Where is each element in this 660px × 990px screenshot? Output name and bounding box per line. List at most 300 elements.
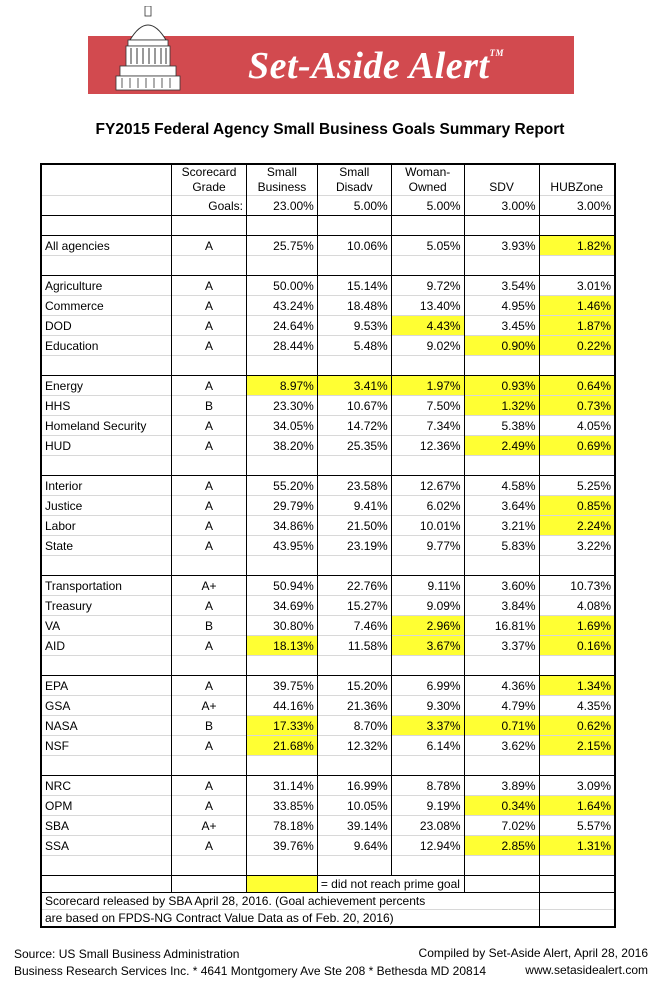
empty-cell (246, 556, 317, 576)
agency-name: Commerce (41, 296, 172, 316)
goal-value: 23.00% (246, 196, 317, 216)
scorecard-grade: A (172, 296, 247, 316)
header-cell (539, 164, 615, 180)
percent-cell-missed-goal: 1.87% (539, 316, 615, 336)
percent-cell-missed-goal: 1.97% (391, 376, 464, 396)
percent-cell: 3.22% (539, 536, 615, 556)
empty-cell (41, 356, 172, 376)
agency-row (41, 476, 615, 496)
header-cell: Disadv (317, 180, 391, 196)
note-row (41, 893, 615, 910)
empty-cell (41, 876, 172, 893)
agency-row (41, 516, 615, 536)
agency-name: Justice (41, 496, 172, 516)
agency-row (41, 236, 615, 256)
scorecard-grade: A (172, 776, 247, 796)
legend-swatch (246, 876, 317, 893)
percent-cell: 39.14% (317, 816, 391, 836)
percent-cell-missed-goal: 1.82% (539, 236, 615, 256)
percent-cell: 9.30% (391, 696, 464, 716)
spacer-row (41, 656, 615, 676)
percent-cell: 5.48% (317, 336, 391, 356)
percent-cell: 10.73% (539, 576, 615, 596)
scorecard-grade: B (172, 716, 247, 736)
empty-cell (464, 556, 539, 576)
percent-cell: 44.16% (246, 696, 317, 716)
percent-cell: 7.34% (391, 416, 464, 436)
percent-cell: 4.08% (539, 596, 615, 616)
empty-cell (317, 656, 391, 676)
empty-cell (172, 656, 247, 676)
header-cell: Grade (172, 180, 247, 196)
empty-cell (391, 856, 464, 876)
scorecard-grade: A+ (172, 816, 247, 836)
agency-name: HUD (41, 436, 172, 456)
percent-cell-missed-goal: 1.31% (539, 836, 615, 856)
agency-row (41, 596, 615, 616)
percent-cell: 3.84% (464, 596, 539, 616)
goals-summary-table (40, 163, 616, 928)
percent-cell: 5.57% (539, 816, 615, 836)
header-cell: Owned (391, 180, 464, 196)
agency-name: HHS (41, 396, 172, 416)
goals-label: Goals: (172, 196, 247, 216)
percent-cell-missed-goal: 2.49% (464, 436, 539, 456)
percent-cell: 22.76% (317, 576, 391, 596)
scorecard-grade: A (172, 636, 247, 656)
scorecard-grade: A+ (172, 696, 247, 716)
empty-cell (41, 756, 172, 776)
percent-cell: 5.05% (391, 236, 464, 256)
empty-cell (317, 216, 391, 236)
scorecard-note-line-2: are based on FPDS-NG Contract Value Data as of Feb. 20, 2016) (41, 910, 539, 928)
scorecard-grade: A (172, 316, 247, 336)
percent-cell: 6.14% (391, 736, 464, 756)
empty-cell (391, 556, 464, 576)
percent-cell: 3.09% (539, 776, 615, 796)
header-row-2 (41, 180, 615, 196)
percent-cell: 34.69% (246, 596, 317, 616)
agency-name: EPA (41, 676, 172, 696)
percent-cell-missed-goal: 1.69% (539, 616, 615, 636)
empty-cell (317, 856, 391, 876)
scorecard-grade: A (172, 736, 247, 756)
percent-cell: 9.64% (317, 836, 391, 856)
percent-cell: 13.40% (391, 296, 464, 316)
empty-cell (317, 256, 391, 276)
percent-cell: 6.02% (391, 496, 464, 516)
empty-cell (391, 756, 464, 776)
percent-cell-missed-goal: 8.97% (246, 376, 317, 396)
percent-cell: 39.75% (246, 676, 317, 696)
percent-cell: 25.75% (246, 236, 317, 256)
percent-cell: 10.06% (317, 236, 391, 256)
percent-cell-missed-goal: 0.16% (539, 636, 615, 656)
scorecard-grade: A+ (172, 576, 247, 596)
empty-cell (317, 356, 391, 376)
percent-cell: 29.79% (246, 496, 317, 516)
empty-cell (41, 856, 172, 876)
agency-name: VA (41, 616, 172, 636)
percent-cell: 8.70% (317, 716, 391, 736)
percent-cell-missed-goal: 0.85% (539, 496, 615, 516)
empty-cell (41, 556, 172, 576)
header-cell: SDV (464, 180, 539, 196)
percent-cell-missed-goal: 0.22% (539, 336, 615, 356)
percent-cell: 9.19% (391, 796, 464, 816)
percent-cell: 16.99% (317, 776, 391, 796)
agency-name: SBA (41, 816, 172, 836)
empty-cell (246, 216, 317, 236)
percent-cell: 3.60% (464, 576, 539, 596)
scorecard-note-line-1: Scorecard released by SBA April 28, 2016. (Goal achievement percents (41, 893, 539, 910)
percent-cell: 34.86% (246, 516, 317, 536)
empty-cell (391, 456, 464, 476)
agency-row (41, 536, 615, 556)
empty-cell (464, 256, 539, 276)
empty-cell (464, 656, 539, 676)
percent-cell: 24.64% (246, 316, 317, 336)
percent-cell: 10.67% (317, 396, 391, 416)
scorecard-grade: A (172, 416, 247, 436)
spacer-row (41, 256, 615, 276)
percent-cell-missed-goal: 2.85% (464, 836, 539, 856)
scorecard-grade: A (172, 536, 247, 556)
empty-cell (41, 256, 172, 276)
empty-cell (172, 356, 247, 376)
percent-cell-missed-goal: 0.64% (539, 376, 615, 396)
goal-value: 3.00% (539, 196, 615, 216)
percent-cell-missed-goal: 1.46% (539, 296, 615, 316)
scorecard-grade: A (172, 436, 247, 456)
scorecard-grade: A (172, 476, 247, 496)
goal-value: 3.00% (464, 196, 539, 216)
empty-cell (317, 456, 391, 476)
empty-cell (41, 216, 172, 236)
empty-cell (246, 356, 317, 376)
percent-cell: 9.11% (391, 576, 464, 596)
percent-cell: 15.20% (317, 676, 391, 696)
percent-cell: 21.36% (317, 696, 391, 716)
percent-cell: 4.95% (464, 296, 539, 316)
empty-cell (246, 756, 317, 776)
agency-row (41, 676, 615, 696)
percent-cell-missed-goal: 0.69% (539, 436, 615, 456)
percent-cell: 30.80% (246, 616, 317, 636)
empty-cell (172, 556, 247, 576)
empty-cell (464, 356, 539, 376)
agency-name: AID (41, 636, 172, 656)
percent-cell: 23.30% (246, 396, 317, 416)
empty-cell (172, 756, 247, 776)
agency-name: GSA (41, 696, 172, 716)
percent-cell-missed-goal: 0.73% (539, 396, 615, 416)
empty-cell (317, 756, 391, 776)
percent-cell: 55.20% (246, 476, 317, 496)
agency-row (41, 336, 615, 356)
percent-cell: 9.72% (391, 276, 464, 296)
percent-cell-missed-goal: 3.67% (391, 636, 464, 656)
empty-cell (172, 216, 247, 236)
agency-name: NASA (41, 716, 172, 736)
percent-cell: 4.58% (464, 476, 539, 496)
agency-row (41, 776, 615, 796)
footer-url: www.setasidealert.com (525, 963, 648, 977)
scorecard-grade: A (172, 836, 247, 856)
empty-cell (246, 856, 317, 876)
table-body (41, 164, 615, 927)
goals-spacer (41, 196, 172, 216)
scorecard-grade: B (172, 616, 247, 636)
agency-row (41, 696, 615, 716)
empty-cell (246, 656, 317, 676)
header-cell: Small (246, 164, 317, 180)
empty-cell (464, 756, 539, 776)
percent-cell-missed-goal: 2.96% (391, 616, 464, 636)
percent-cell-missed-goal: 0.34% (464, 796, 539, 816)
spacer-row (41, 456, 615, 476)
header-cell (41, 180, 172, 196)
percent-cell: 10.05% (317, 796, 391, 816)
percent-cell: 10.01% (391, 516, 464, 536)
agency-row (41, 616, 615, 636)
agency-name: NSF (41, 736, 172, 756)
empty-cell (464, 856, 539, 876)
empty-cell (172, 856, 247, 876)
percent-cell: 3.21% (464, 516, 539, 536)
footer-source: Source: US Small Business Administration (14, 947, 240, 961)
empty-cell (246, 256, 317, 276)
legend-row (41, 876, 615, 893)
empty-cell (41, 656, 172, 676)
percent-cell-missed-goal: 18.13% (246, 636, 317, 656)
scorecard-grade: A (172, 496, 247, 516)
percent-cell: 9.53% (317, 316, 391, 336)
percent-cell: 3.37% (464, 636, 539, 656)
percent-cell-missed-goal: 2.15% (539, 736, 615, 756)
header-cell: HUBZone (539, 180, 615, 196)
agency-row (41, 836, 615, 856)
percent-cell-missed-goal: 1.64% (539, 796, 615, 816)
percent-cell: 34.05% (246, 416, 317, 436)
percent-cell: 3.45% (464, 316, 539, 336)
percent-cell-missed-goal: 17.33% (246, 716, 317, 736)
percent-cell: 31.14% (246, 776, 317, 796)
empty-cell (539, 856, 615, 876)
header-cell: Scorecard (172, 164, 247, 180)
agency-name: Labor (41, 516, 172, 536)
empty-cell (391, 356, 464, 376)
report-title: FY2015 Federal Agency Small Business Goals Summary Report (95, 121, 565, 138)
empty-cell (539, 356, 615, 376)
agency-row (41, 496, 615, 516)
scorecard-grade: A (172, 676, 247, 696)
empty-cell (391, 256, 464, 276)
percent-cell: 12.36% (391, 436, 464, 456)
empty-cell (464, 876, 539, 893)
percent-cell: 28.44% (246, 336, 317, 356)
scorecard-grade: A (172, 376, 247, 396)
percent-cell-missed-goal: 0.93% (464, 376, 539, 396)
scorecard-grade: B (172, 396, 247, 416)
percent-cell-missed-goal: 2.24% (539, 516, 615, 536)
empty-cell (464, 216, 539, 236)
percent-cell: 50.00% (246, 276, 317, 296)
empty-cell (41, 456, 172, 476)
percent-cell: 4.05% (539, 416, 615, 436)
percent-cell: 11.58% (317, 636, 391, 656)
percent-cell-missed-goal: 21.68% (246, 736, 317, 756)
empty-cell (539, 876, 615, 893)
empty-cell (317, 556, 391, 576)
percent-cell: 7.50% (391, 396, 464, 416)
legend-text: = did not reach prime goal (317, 876, 464, 893)
agency-name: Agriculture (41, 276, 172, 296)
empty-cell (391, 216, 464, 236)
header-cell (464, 164, 539, 180)
empty-cell (539, 256, 615, 276)
percent-cell: 8.78% (391, 776, 464, 796)
percent-cell: 15.14% (317, 276, 391, 296)
empty-cell (539, 656, 615, 676)
percent-cell: 3.01% (539, 276, 615, 296)
percent-cell-missed-goal: 3.37% (391, 716, 464, 736)
spacer-row (41, 556, 615, 576)
empty-cell (539, 893, 615, 910)
empty-cell (172, 876, 247, 893)
percent-cell: 3.64% (464, 496, 539, 516)
percent-cell: 15.27% (317, 596, 391, 616)
percent-cell: 7.46% (317, 616, 391, 636)
empty-cell (172, 256, 247, 276)
agency-name: Interior (41, 476, 172, 496)
header-row-1 (41, 164, 615, 180)
footer-compiled: Compiled by Set-Aside Alert, April 28, 2016 (418, 946, 648, 960)
percent-cell: 5.38% (464, 416, 539, 436)
scorecard-grade: A (172, 276, 247, 296)
agency-row (41, 636, 615, 656)
percent-cell: 43.95% (246, 536, 317, 556)
agency-row (41, 276, 615, 296)
percent-cell: 78.18% (246, 816, 317, 836)
percent-cell: 18.48% (317, 296, 391, 316)
percent-cell: 5.25% (539, 476, 615, 496)
agency-name: NRC (41, 776, 172, 796)
empty-cell (172, 456, 247, 476)
scorecard-grade: A (172, 336, 247, 356)
agency-row (41, 436, 615, 456)
goal-value: 5.00% (317, 196, 391, 216)
scorecard-grade: A (172, 516, 247, 536)
percent-cell: 12.94% (391, 836, 464, 856)
agency-row (41, 816, 615, 836)
percent-cell-missed-goal: 1.34% (539, 676, 615, 696)
percent-cell-missed-goal: 0.90% (464, 336, 539, 356)
percent-cell: 4.36% (464, 676, 539, 696)
percent-cell: 33.85% (246, 796, 317, 816)
scorecard-grade: A (172, 596, 247, 616)
agency-name: Homeland Security (41, 416, 172, 436)
agency-row (41, 376, 615, 396)
agency-row (41, 716, 615, 736)
agency-row (41, 296, 615, 316)
empty-cell (539, 216, 615, 236)
percent-cell-missed-goal: 0.71% (464, 716, 539, 736)
percent-cell: 4.79% (464, 696, 539, 716)
percent-cell: 3.93% (464, 236, 539, 256)
agency-row (41, 416, 615, 436)
agency-row (41, 396, 615, 416)
goal-value: 5.00% (391, 196, 464, 216)
capitol-dome-logo (108, 6, 188, 98)
empty-cell (246, 456, 317, 476)
percent-cell: 3.62% (464, 736, 539, 756)
percent-cell: 3.54% (464, 276, 539, 296)
agency-row (41, 576, 615, 596)
percent-cell: 43.24% (246, 296, 317, 316)
footer-address: Business Research Services Inc. * 4641 Montgomery Ave Ste 208 * Bethesda MD 20814 (14, 964, 487, 978)
empty-cell (539, 910, 615, 928)
agency-name: State (41, 536, 172, 556)
percent-cell: 5.83% (464, 536, 539, 556)
scorecard-grade: A (172, 236, 247, 256)
trademark-mark: TM (489, 48, 504, 58)
agency-name: Treasury (41, 596, 172, 616)
percent-cell-missed-goal: 0.62% (539, 716, 615, 736)
banner-title: Set-Aside Alert™ (248, 45, 504, 87)
note-row (41, 910, 615, 928)
header-cell (41, 164, 172, 180)
percent-cell: 9.02% (391, 336, 464, 356)
header-cell: Woman- (391, 164, 464, 180)
empty-cell (539, 756, 615, 776)
percent-cell: 23.08% (391, 816, 464, 836)
spacer-row (41, 356, 615, 376)
agency-name: Education (41, 336, 172, 356)
percent-cell: 21.50% (317, 516, 391, 536)
agency-name: SSA (41, 836, 172, 856)
percent-cell: 9.41% (317, 496, 391, 516)
agency-name: OPM (41, 796, 172, 816)
header-cell: Small (317, 164, 391, 180)
agency-row (41, 796, 615, 816)
percent-cell: 12.67% (391, 476, 464, 496)
spacer-row (41, 756, 615, 776)
percent-cell: 50.94% (246, 576, 317, 596)
percent-cell: 4.35% (539, 696, 615, 716)
spacer-row (41, 856, 615, 876)
percent-cell-missed-goal: 3.41% (317, 376, 391, 396)
agency-row (41, 316, 615, 336)
percent-cell: 14.72% (317, 416, 391, 436)
spacer-row (41, 216, 615, 236)
percent-cell: 38.20% (246, 436, 317, 456)
empty-cell (539, 556, 615, 576)
percent-cell: 16.81% (464, 616, 539, 636)
scorecard-grade: A (172, 796, 247, 816)
agency-name: All agencies (41, 236, 172, 256)
empty-cell (391, 656, 464, 676)
percent-cell: 25.35% (317, 436, 391, 456)
agency-name: DOD (41, 316, 172, 336)
percent-cell: 12.32% (317, 736, 391, 756)
agency-name: Energy (41, 376, 172, 396)
percent-cell: 6.99% (391, 676, 464, 696)
empty-cell (464, 456, 539, 476)
agency-name: Transportation (41, 576, 172, 596)
percent-cell: 9.09% (391, 596, 464, 616)
percent-cell: 9.77% (391, 536, 464, 556)
